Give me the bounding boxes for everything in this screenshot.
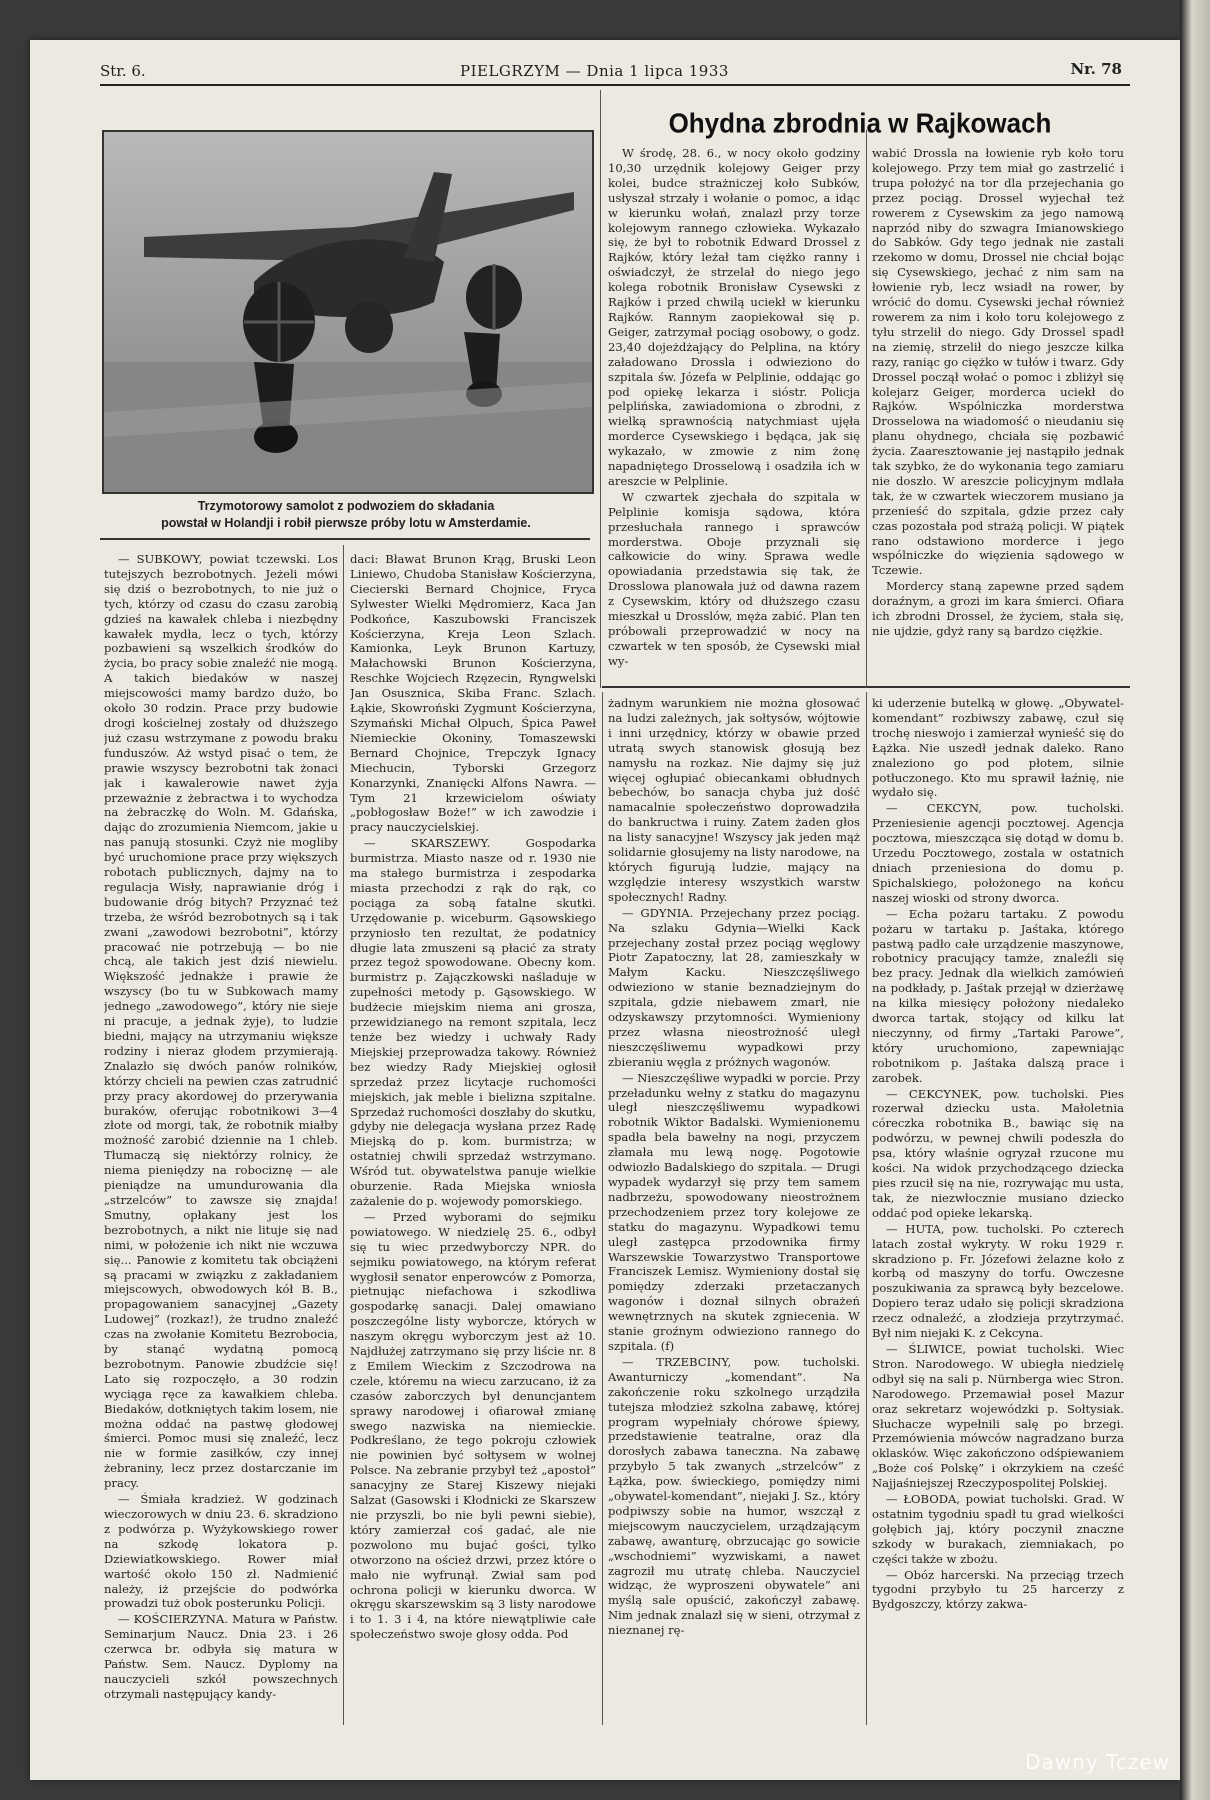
- news-item: — Śmiała kradzież. W godzinach wieczorowych w dniu 23. 6. skradziono z podwórza p. Wyżykowskiego rower na szkodę lokatora p. Dziewiatkowskiego. Rower miał wartość około 150 zł. Nadmienić należy, iż przejście do podwórka prowadzi tuż obok posterunku Policji.: [104, 1492, 338, 1611]
- news-item: — ŚLIWICE, powiat tucholski. Wiec Stron. Narodowego. W ubiegła niedzielę odbył się na sali p. Nürnberga wiec Stron. Narodowego. Przemawiał poseł Mazur oraz sekretarz wojewódzki p. Sołtysiak. Słuchacze wypełnili salę po brzegi. Przemówienia mówców nagradzano burza oklasków. Więc zakończono odśpiewaniem „Boże coś Polskę” i okrzykiem na cześć Najjaśniejszej Rzeczypospolitej Polskiej.: [872, 1341, 1124, 1491]
- news-item: — ŁOBODA, powiat tucholski. Grad. W ostatnim tygodniu spadł tu grad wielkości gołębich jaj, który poczynił znaczne szkody w burakach, ziemniakach, po części także w zbożu.: [872, 1492, 1124, 1566]
- news-item: — CEKCYN, pow. tucholski. Przeniesienie agencji pocztowej. Agencja pocztowa, mieszcząca się dotąd w domu b. Urzedu Pocztowego, zostala w ostatnich dniach przeniesiona do domu p. Spichalskiego, położonego na końcu naszej wioski od strony dworca.: [872, 801, 1124, 905]
- news-item: daci: Bławat Brunon Krąg, Bruski Leon Liniewo, Chudoba Stanisław Kościerzyna, Ciecierski Bernard Chojnice, Fryca Sylwester Wielki Mędromierz, Kaca Jan Podkońce, Kaszubowski Franciszek Kościerzyna, Kreja Leon Szlach. Kamionka, Leyk Brunon Kartuzy, Małachowski Brunon Kościerzyna, Reschke Wojciech Rzęzecin, Ryngwelski Jan Osusznica, Skiba Franc. Szlach. Łąkie, Skowroński Zygmunt Kościerzyna, Szymański Michał Olpuch, Śpica Paweł Niemieckie Okoniny, Tomaszewski Bernard Chojnice, Trepczyk Ignacy Miechucin, Tyborski Grzegorz Konarzynki, Znanięcki Alfons Nawra. — Tym 21 krzewicielom oświaty „pobłogosław Boże!” w ich zawodzie i pracy nauczycielskiej.: [350, 552, 596, 835]
- article-column-1: [608, 146, 860, 682]
- column-rule: [600, 90, 601, 688]
- article-paragraph: W środę, 28. 6., w nocy około godziny 10,30 urzędnik kolejowy Geiger przy kolei, budce strażniczej koło Subków, usłyszał strzały i wołanie o pomoc, a idąc w kierunku wołań, znalazł przy torze kolejowym rannego człowieka. Wykazało się, że był to robotnik Edward Drossel z Rajków, który leżał tam ciężko ranny i oświadczył, że strzelał do niego jego kolega robotnik Bronisław Cysewski z Rajków i przed chwilą uciekł w kierunku Rajków. Rannym zaopiekował się p. Geiger, zatrzymał pociąg osobowy, o godz. 23,40 dojeżdżający do Pelplina, na który załadowano Drossla i odwieziono do szpitala św. Józefa w Pelplinie, oddając go pod opiekę lekarza i sióstr. Policja pelplińska, zawiadomiona o zbrodni, z wielką sprawnością natychmiast ujęła morderce Cysewskiego i będąca, jak się wykazało, w zmowie z nim żonę napadniętego Drosselową i osadziła ich w areszcie w Pelplinie.: [608, 146, 860, 488]
- news-item: — Przed wyborami do sejmiku powiatowego. W niedzielę 25. 6., odbył się tu wiec przedwyborczy NPR. do sejmiku powiatowego, na którym referat wygłosił senator enperowców z Pomorza, pietnując niefachowa i szkodliwa gospodarkę sanacji. Dalej omawiano poszczególne listy wyborcze, których w naszym okręgu wyborczym jest aż 10. Najdłużej zatrzymano się przy liście nr. 8 z Emilem Wieckim z Szczodrowa na czele, któremu na wiecu zarzucano, iż za czasów zaborczych był denuncjantem sprawy narodowej i ofiarował zmianę swego nazwiska na niemieckie. Podkreślano, że tego pokroju człowiek nie powinien być sołtysem w wolnej Polsce. Na zebranie przybył też „apostoł” sanacyjny ze Starej Kiszewy niejaki Salzat (Gasowski i Kłodnicki ze Skarszew nie przyszli, bo nie byli pewni siebie), który zamierzał coś gadać, ale nie pozwolono mu bujać gości, tylko otworzono na oścież drzwi, przez które o mało nie wyfrunął. Zwiał sam pod ochrona policji w kierunku dworca. W okręgu skarszewskim są 3 listy narodowe i to 1. 3 i 4, na które niewątpliwie całe społeczeństwo swoje głosy odda. Pod: [350, 1209, 596, 1642]
- issue-number: Nr. 78: [1070, 60, 1122, 78]
- column-rule: [343, 545, 344, 1725]
- news-item: ki uderzenie butelką w głowę. „Obywatel-komendant” rozbiwszy zabawę, czuł się trochę nieswojo i zamierzał wynieść się do Łążka. Nie uszedł jednak daleko. Rano znaleziono go pod płotem, silnie potłuczonego. Kto mu sprawił łaźnię, nie wydało się.: [872, 696, 1124, 800]
- news-column-2: [350, 552, 596, 1724]
- news-item: — Obóz harcerski. Na przeciąg trzech tygodni przybyło tu 25 harcerzy z Bydgoszczy, którzy zakwa-: [872, 1567, 1124, 1612]
- article-paragraph: Mordercy staną zapewne przed sądem doraźnym, a grozi im kara śmierci. Ofiara ich zbrodni Drossel, że życiem, stała się, nie ujdzie, gdyż rany są bardzo ciężkie.: [872, 579, 1124, 638]
- news-column-1: [104, 552, 338, 1724]
- photo-caption-line1: Trzymotorowy samolot z podwoziem do składania: [197, 499, 495, 513]
- news-item: żadnym warunkiem nie można głosować na ludzi zależnych, jak sołtysów, wójtowie i inni urzędnicy, którzy w obawie przed utratą swych stanowisk głosują bez namysłu na rozkaz. Nie dajmy się już więcej ogłupiać obiecankami obłudnych bebechów, bo sanacja chyba już dość namacalnie społeczeństwo doprowadziła do bankructwa i ruiny. Zatem żaden głos na listy sanacyjne! Wszyscy jak jeden mąż solidarnie głosujemy na listy narodowe, na których figurują ludzie, mający na względzie interesy wszystkich warstw społecznych! Radny.: [608, 696, 860, 904]
- page-number: Str. 6.: [100, 62, 146, 80]
- news-item: — CEKCYNEK, pow. tucholski. Pies rozerwał dziecku usta. Małoletnia córeczka robotnika B., bawiąc się na podwórzu, w pewnej chwili podeszła do psa, który właśnie ogryzał rzucone mu kości. Na widok przychodzącego dziecka pies rzucił się na nie, rozrywając mu usta, tak, że niezwłocznie musiano dziecko oddać pod opieke lekarską.: [872, 1086, 1124, 1220]
- photo-caption-line2: powstał w Holandji i robił pierwsze próby lotu w Amsterdamie.: [161, 516, 531, 530]
- column-rule: [602, 692, 603, 1725]
- news-item: — Nieszczęśliwe wypadki w porcie. Przy przeładunku wełny z statku do magazynu uległ nieszczęśliwemu wypadkowi robotnik Wiktor Badalski. Wymienionemu spadła bela bawełny na nogi, przyczem złamała mu lewą nogę. Pogotowie odwiozło Badalskiego do szpitala. — Drugi wypadek wydarzył się przy tem samem nadbrzeżu, spowodowany nieostrożnem przechodzeniem przez tory kolejowe ze statku do magazynu. Wypadkowi temu uległ zastępca przodownika firmy Warszewskie Towarzystwo Transportowe Franciszek Lemisz. Wymieniony dostał się pomiędzy zderzaki przetaczanych wagonów i doznał silnych obrażeń wewnętrznych na skutek zgniecenia. W stanie groźnym odwieziono rannego do szpitala. (f): [608, 1070, 860, 1353]
- news-item: — SUBKOWY, powiat tczewski. Los tutejszych bezrobotnych. Jeżeli mówi się dziś o bezrobotnych, to nie już o tych, którzy od czasu do czasu zarobią gdzieś na kawałek chleba i niezbędny kawałek mydła, lecz o tych, którzy pozbawieni są wszelkich środków do życia, bo pracy sobie znaleźć nie mogą. A takich biedaków w naszej miejscowości mamy bardzo dużo, bo około 30 rodzin. Prace przy budowie drogi kościelnej zostały od dłuższego już czasu wstrzymane z powodu braku funduszów. Aż wstyd pisać o tem, że prawie wszyscy bezrobotni tak żonaci jak i kawalerowie nawet żyja przeważnie z żebractwa i to wychodza na żebraczkę do Woln. M. Gdańska, dając do zrozumienia Niemcom, jakie u nas panują stosunki. Czyż nie mogliby być uruchomione prace przy większych robotach publicznych, dajmy na to regulacja Wisły, naprawianie dróg i budowanie dróg bitych? Przyznać też trzeba, że wśród bezrobotnych są i tak zwani „zawodowi bezrobotni”, którzy pracować nie potrzebują — bo nie chcą, ale takich jest dziś niewielu. Większość jednakże i prawie że wszyscy (bo tu w Subkowach mamy jednego „zawodowego”, który nie sieje ni pracuje, a jednak żyje), to ludzie biedni, mający na utrzymaniu większe rodziny i nieraz głodem przymierają. Znalazło się dwóch panów rolników, którzy chcieli na pewien czas zatrudnić przy pracy akordowej do przerywania buraków, oferując robotnikowi 3—4 złote od morgi, tak, że robotnik miałby możność zarobić dziennie na 1 chleb. Tłumaczą się niektórzy rolnicy, że niema pieniędzy na robociznę — ale pieniądze na umundurowania dla „strzelców” to zawsze się znajda! Smutny, opłakany jest los bezrobotnych, a nikt nie lituje się nad nimi, w położenie ich nikt nie wczuwa się... Panowie z komitetu tak obciążeni są pracami w związku z zakładaniem miejscowych, obwodowych kół B. B., propagowaniem sanacyjnej „Gazety Ludowej” (rozkaz!), że trudno znaleźć czas na zwołanie Komitetu Bezrobocia, by stanąć wydatną pomocą bezrobotnym. Panowie zbudźcie się! Lato się rozpoczęło, a 30 rodzin wyciąga ręce za kawałkiem chleba. Biedaków, dotkniętych takim losem, nie można oddać na pastwę głodowej śmierci. Pomoc musi się znaleźć, lecz nie w formie zasiłków, czy innej żebraniny, lecz przez dostarczanie im pracy.: [104, 552, 338, 1491]
- page-header: [100, 58, 1130, 86]
- news-item: — TRZEBCINY, pow. tucholski. Awanturniczy „komendant”. Na zakończenie roku szkolnego urządziła tutejsza młodzież szkolna zabawę, której program wypełniały chórowe śpiewy, przedstawienie teatralne, oraz dla dorosłych zabawa taneczna. Na zabawę przybyło 5 tak zwanych „strzelców” z Łążka, pow. świeckiego, pomiędzy nimi „obywatel-komendant”, niejaki J. Sz., który podpiwszy sobie na humor, wszczął z miejscowym nauczycielem, urządzającym zabawę, awanturę, obrzucając go sowicie „wschodniemi” wyzwiskami, a nawet zagroził mu utratę chleba. Nauczyciel widząc, że wyproszeni obywatele” ani myślą sale opuścić, zakończył zabawę. Nim jednak znalazł się w sieni, otrzymał z nieznanej rę-: [608, 1354, 860, 1638]
- airplane-photo-image: [104, 132, 592, 492]
- article-column-2: [872, 146, 1124, 682]
- article-paragraph: W czwartek zjechała do szpitala w Pelplinie komisja sądowa, która przesłuchała rannego i sprawców morderstwa. Oboje przyznali się całkowicie do winy. Sprawa wedle opowiadania przedstawia się tak, że Drosslowa planowała już od dawna razem z Cysewskim, który od dłuższego czasu mieszkał u Drosslów, męża zabić. Plan ten próbowali przeprowadzić w nocy na czwartek w ten sposób, że Cysewski miał wy-: [608, 489, 860, 668]
- watermark: Dawny Tczew: [1025, 1750, 1170, 1774]
- news-item: — Echa pożaru tartaku. Z powodu pożaru w tartaku p. Jaśtaka, którego pastwą padło całe urządzenie maszynowe, robotnicy pracujący tamże, znaleźli się bez pracy. Jednak dla wielkich zamówień na podkłady, p. Jaśtak przejął w dzierżawę na kilka miesięcy położony niedaleko dworca tartak, stojący od kilku lat nieczynny, od firmy „Tartaki Parowe”, który uruchomiono, zapewniając robotnikom p. Jaśtaka dalszą prace i zarobek.: [872, 906, 1124, 1085]
- article-paragraph: wabić Drossla na łowienie ryb koło toru kolejowego. Przy tem miał go zastrzelić i trupa położyć na tor dla przejechania go przez pociąg. Drossel wyjechał też rowerem z Cysewskim za jego namową naprzód niby do szwagra Imianowskiego do Sabków. Gdy tego jednak nie zastali rzekomo w domu, Drossel nie chciał bojąc się Cysewskiego, jechać z nim sam na łowienie ryb, lecz wsiadł na rower, by wrócić do domu. Cysewski jechał również rowerem za nim i koło toru kolejowego z tyłu strzelił do niego. Gdy Drossel spadł na ziemię, strzelił do niego jeszcze kilka razy, raniąc go ciężko w tułów i twarz. Gdy Drossel począł wołać o pomoc i zbliżył się kolejarz Geiger, morderca uciekł do Rajków. Wspólniczka morderstwa Drosselowa na wiadomość o nieudaniu się planu ohydnego, chciała się pozbawić życia. Zaaresztowanie jej nastąpiło jednak tak szybko, że do wykonania tego zamiaru nie doszło. W areszcie policyjnym mdlała tak, że w czwartek wieczorem musiano ja przenieść do szpitala, gdzie przez cały czas pozostała pod strażą policji. W piątek rano odstawiono morderce i jego wspólniczke do więzienia sądowego w Tczewie.: [872, 146, 1124, 578]
- news-item: — SKARSZEWY. Gospodarka burmistrza. Miasto nasze od r. 1930 nie ma stałego burmistrza i zespodarka miasta przechodzi z rąk do rąk, co pociąga za sobą fatalne skutki. Urzędowanie p. wiceburm. Gąsowskiego przyniosło ten rezultat, że podatnicy długie lata zmuszeni są płacić za straty przez tegoż spowodowane. Obecny kom. burmistrz p. Zajączkowski naśladuje w zupełności metody p. Gąsowskiego. W budżecie miejskim niema ani grosza, przewidzianego na remont szpitala, lecz tenże bez wiedzy i uchwały Rady Miejskiej przeprowadza takowy. Również bez wiedzy Rady Miejskiej ogłosił sprzedaż przez licytacje ruchomości miejskich, jak meble i bielizna szpitalne. Sprzedaż ruchomości doszłaby do skutku, gdyby nie delegacja wysłana przez Radę Miejską do p. kom. burmistrza; w ostatniej chwili sprzedaż wstrzymano. Wśród tut. obywatelstwa panuje wielkie oburzenie. Rada Miejska wniosła zażalenie do p. wojewody pomorskiego.: [350, 836, 596, 1208]
- article-headline: Ohydna zbrodnia w Rajkowach: [668, 107, 1052, 139]
- news-column-3: [608, 696, 860, 1724]
- photo-caption: [102, 498, 590, 532]
- column-rule: [866, 130, 867, 688]
- masthead-date: PIELGRZYM — Dnia 1 lipca 1933: [460, 62, 729, 80]
- news-column-4: [872, 696, 1124, 1724]
- page-edge: [1180, 0, 1210, 1800]
- news-item: — HUTA, pow. tucholski. Po czterech latach został wykryty. W roku 1929 r. skradziono p. Fr. Józefowi żelazne koło z korbą od maszyny do torfu. Owczesne poszukiwania za sprawcą były bezcelowe. Dopiero teraz udało się policji skradziona rzecz odnaleźć, a złodzieja przytrzymać. Był nim niejaki K. z Cekcyna.: [872, 1221, 1124, 1341]
- section-divider: [100, 538, 590, 540]
- column-rule: [866, 692, 867, 1725]
- airplane-photo: [102, 130, 594, 494]
- news-item: — KOŚCIERZYNA. Matura w Państw. Seminarjum Naucz. Dnia 23. i 26 czerwca br. odbyła się matura w Państw. Sem. Naucz. Dyplomy na nauczycieli szkół powszechnych otrzymali następujący kandy-: [104, 1612, 338, 1701]
- news-item: — GDYNIA. Przejechany przez pociąg. Na szlaku Gdynia—Wielki Kack przejechany został przez pociąg węglowy Piotr Zapatoczny, lat 28, zamieszkały w Małym Kacku. Nieszczęśliwego odwieziono w stanie beznadziejnym do szpitala, gdzie niebawem zmarł, nie odzyskawszy przytomności. Wymieniony przez własna nieostrożność uległ nieszczęśliwemu wypadkowi przy zbieraniu węgla z próżnych wagonów.: [608, 905, 860, 1069]
